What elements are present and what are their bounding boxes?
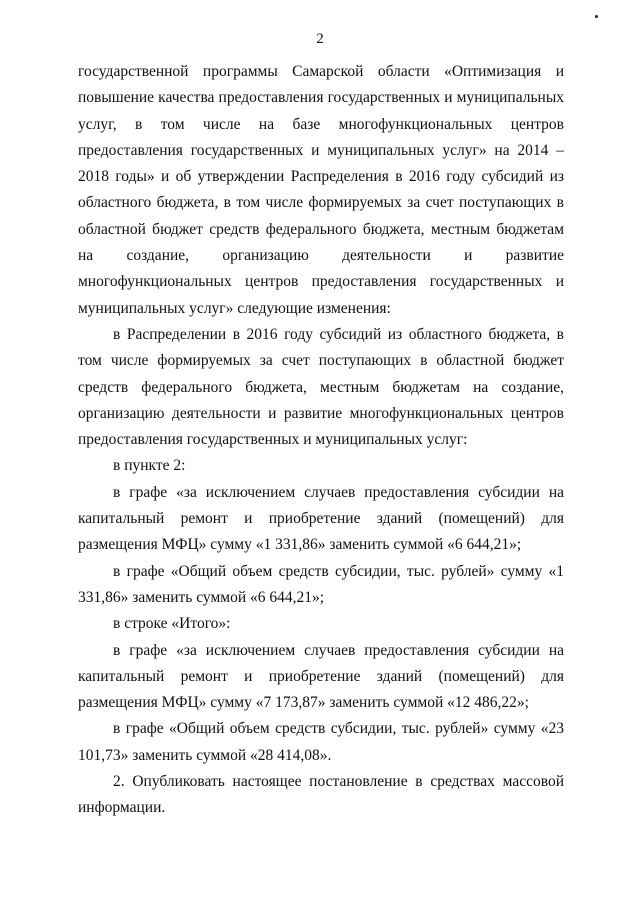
paragraph-column-total-2: в графе «Общий объем средств субсидии, тыс. рублей» сумму «23 101,73» заменить суммой «28 414,08».: [78, 720, 564, 764]
paragraph-column-exception-2: в графе «за исключением случаев предоставления субсидии на капитальный ремонт и приобретение зданий (помещений) для размещения МФЦ» сумму «7 173,87» заменить суммой «12 486,22»;: [78, 641, 564, 712]
paragraph-publish: 2. Опубликовать настоящее постановление в средствах массовой информации.: [78, 773, 564, 817]
paragraph-column-exception-1: в графе «за исключением случаев предоставления субсидии на капитальный ремонт и приобретение зданий (помещений) для размещения МФЦ» сумму «1 331,86» заменить суммой «6 644,21»;: [78, 483, 564, 554]
paragraph-continuation: государственной программы Самарской области «Оптимизация и повышение качества предоставления государственных и муниципальных услуг, в том числе на базе многофункциональных центров предоставления государственных и муниципальных услуг» на 2014 – 2018 годы» и об утверждении Распределения в 2016 году субсидий из областного бюджета, в том числе формируемых за счет поступающих в областной бюджет средств федерального бюджета, местным бюджетам на создание, организацию деятельности и развитие многофункциональных центров предоставления государственных и муниципальных услуг» следующие изменения:: [78, 63, 564, 317]
scan-speck: [595, 15, 598, 18]
paragraph-point-2: в пункте 2:: [113, 457, 186, 475]
document-body: [78, 59, 564, 822]
paragraph-distribution: в Распределении в 2016 году субсидий из областного бюджета, в том числе формируемых за счет поступающих в областной бюджет средств федерального бюджета, местным бюджетам на создание, организацию деятельности и развитие многофункциональных центров предоставления государственных и муниципальных услуг:: [78, 325, 564, 449]
paragraph-column-total-1: в графе «Общий объем средств субсидии, тыс. рублей» сумму «1 331,86» заменить суммой «6 644,21»;: [78, 562, 564, 606]
paragraph-row-itogo: в строке «Итого»:: [113, 615, 231, 633]
page-number: 2: [316, 31, 324, 47]
